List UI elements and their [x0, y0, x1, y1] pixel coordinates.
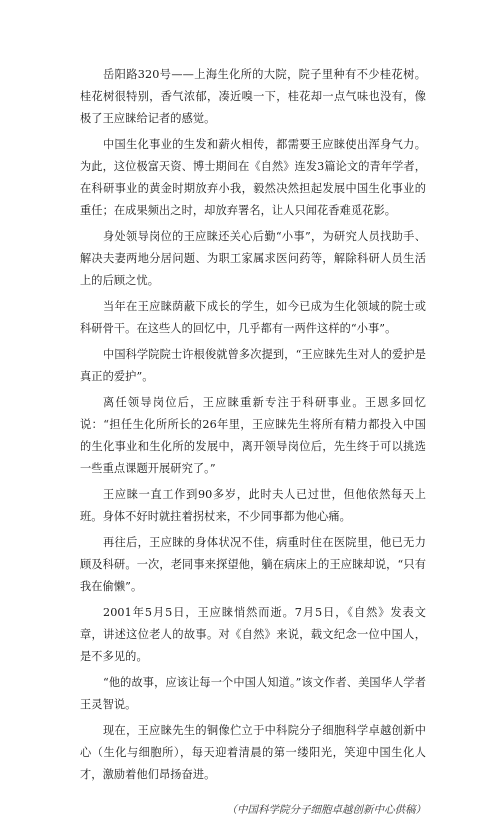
paragraph: 2001年5月5日，王应睐悄然而逝。7月5日，《自然》发表文章，讲述这位老人的故事。对《自然》来说，载文纪念一位中国人，是不多见的。	[80, 606, 426, 663]
paragraph: 岳阳路320号——上海生化所的大院，院子里种有不少桂花树。桂花树很特别，香气浓郁，凑近嗅一下，桂花却一点气味也没有，像极了王应睐给记者的感觉。	[80, 68, 426, 125]
paragraph: “他的故事，应该让每一个中国人知道。”该文作者、美国华人学者王灵智说。	[80, 676, 426, 711]
source-credit: （中国科学院分子细胞卓越创新中心供稿）	[226, 804, 426, 816]
paragraph: 再往后，王应睐的身体状况不佳，病重时住在医院里，他已无力顾及科研。一次，老同事来探望他，躺在病床上的王应睐却说，“只有我在偷懒”。	[80, 536, 426, 593]
paragraph: 现在，王应睐先生的铜像伫立于中科院分子细胞科学卓越创新中心（生化与细胞所），每天迎着清晨的第一缕阳光，笑迎中国生化人才，激励着他们昂扬奋进。	[80, 724, 426, 781]
paragraph: 身处领导岗位的王应睐还关心后勤“小事”，为研究人员找助手、解决夫妻两地分居问题、为职工家属求医问药等，解除科研人员生活上的后顾之忧。	[80, 230, 426, 287]
article-body	[80, 64, 426, 820]
paragraph: 中国生化事业的生发和薪火相传，都需要王应睐使出浑身气力。为此，这位极富天资、博士期间在《自然》连发3篇论文的青年学者，在科研事业的黄金时期放弃小我，毅然决然担起发展中国生化事业的重任；在成果频出之时，却放弃署名，让人只闻花香难觅花影。	[80, 138, 426, 217]
paragraph: 王应睐一直工作到90多岁，此时夫人已过世，但他依然每天上班。身体不好时就拄着拐杖来，不少同事都为他心痛。	[80, 488, 426, 523]
paragraph: 当年在王应睐荫蔽下成长的学生，如今已成为生化领域的院士或科研骨干。在这些人的回忆中，几乎都有一两件这样的“小事”。	[80, 300, 426, 335]
paragraph: 中国科学院院士许根俊就曾多次提到，“王应睐先生对人的爱护是真正的爱护”。	[80, 348, 426, 383]
paragraph: 离任领导岗位后，王应睐重新专注于科研事业。王恩多回忆说：“担任生化所所长的26年里，王应睐先生将所有精力都投入中国的生化事业和生化所的发展中，离开领导岗位后，先生终于可以挑选一些重点课题开展研究了。”	[80, 396, 426, 475]
